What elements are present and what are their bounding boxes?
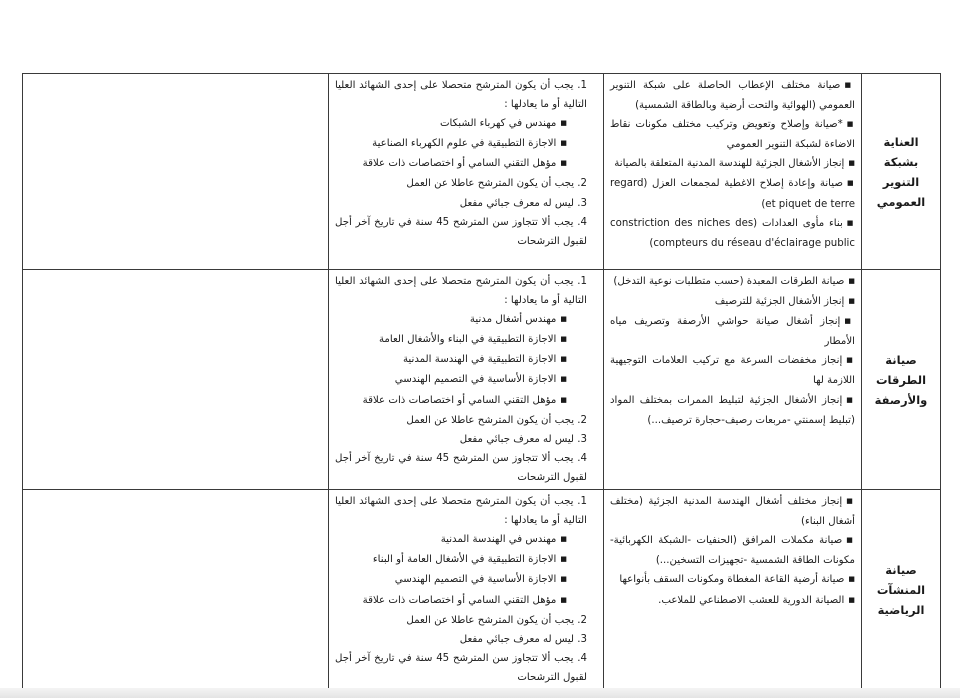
bullet-icon (844, 573, 855, 584)
empty-cell (23, 490, 329, 690)
condition-item: 3. ليس له معرف جبائي مفعل (459, 197, 587, 209)
qualification-item: ■ مهندس في الهندسة المدنية (335, 530, 597, 550)
bullet-icon (844, 594, 855, 605)
task-text: صيانة مختلف الإعطاب الحاصلة على شبكة التنوير العمومي (الهوائية والتحت أرضية وبالطاقة الشمسية) (610, 80, 855, 112)
task-item (610, 312, 855, 351)
bullet-icon (843, 118, 855, 129)
empty-cell (23, 74, 329, 270)
task-item (610, 570, 855, 590)
tasks-list (604, 74, 861, 255)
condition-item: 1. يجب أن يكون المترشح متحصلا على إحدى الشهائد العليا التالية أو ما يعادلها : (335, 276, 587, 307)
task-item (610, 591, 855, 611)
task-item (610, 115, 855, 154)
table-row (23, 270, 941, 490)
task-item (610, 292, 855, 312)
qualification-item: ■ الاجازة التطبيقية في الأشغال العامة أو البناء (335, 550, 597, 570)
tasks-cell (604, 74, 862, 270)
qualification-item: ■ مؤهل التقني السامي أو اختصاصات ذات علاقة (335, 391, 597, 411)
bullet-icon (840, 315, 855, 326)
condition-item: 1. يجب أن يكون المترشح متحصلا على إحدى الشهائد العليا التالية أو ما يعادلها : (335, 496, 587, 527)
task-item (610, 531, 855, 570)
condition-item: 1. يجب أن يكون المترشح متحصلا على إحدى الشهائد العليا التالية أو ما يعادلها : (335, 80, 587, 111)
tasks-list (604, 490, 861, 613)
task-text: الصيانة الدورية للعشب الاصطناعي للملاعب. (658, 594, 845, 606)
task-text: إنجاز مخفضات السرعة مع تركيب العلامات التوجيهية اللازمة لها (610, 355, 855, 387)
table-row (23, 74, 941, 270)
empty-cell (23, 270, 329, 490)
bullet-icon (843, 177, 855, 188)
bullet-icon (844, 275, 855, 286)
qualification-item: ■ مهندس أشغال مدنية (335, 310, 597, 330)
condition-item: 4. يجب ألا تتجاوز سن المترشح 45 سنة في تاريخ آخر أجل لقبول الترشحات (335, 452, 587, 483)
task-item (610, 174, 855, 213)
qualification-item: ■ الاجازة التطبيقية في الهندسة المدنية (335, 350, 597, 370)
page-bottom-edge (0, 688, 960, 698)
task-text: بناء مأوى العدادات (constriction des niches des compteurs du réseau d'éclairage public) (610, 217, 855, 249)
bullet-icon (840, 79, 855, 90)
bullet-icon (842, 354, 855, 365)
requirements-table (22, 73, 941, 690)
task-item (610, 492, 855, 531)
condition-item: 2. يجب أن يكون المترشح عاطلا عن العمل (406, 614, 587, 626)
bullet-icon (842, 534, 855, 545)
condition-item: 4. يجب ألا تتجاوز سن المترشح 45 سنة في تاريخ آخر أجل لقبول الترشحات (335, 652, 587, 683)
task-item (610, 214, 855, 253)
tasks-cell (604, 490, 862, 690)
qualification-item: ■ مهندس في كهرباء الشبكات (335, 114, 597, 134)
activity-title: العناية بشبكة التنوير العمومي (862, 74, 941, 270)
condition-item: 3. ليس له معرف جبائي مفعل (459, 633, 587, 645)
task-item (610, 154, 855, 174)
conditions-list (329, 490, 603, 689)
tasks-cell (604, 270, 862, 490)
bullet-icon (842, 495, 855, 506)
task-text: صيانة الطرقات المعبدة (حسب متطلبات نوعية التدخل) (613, 276, 845, 287)
bullet-icon (843, 217, 855, 228)
condition-item: 3. ليس له معرف جبائي مفعل (459, 433, 587, 445)
condition-item: 2. يجب أن يكون المترشح عاطلا عن العمل (406, 414, 587, 426)
activity-title: صيانة الطرقات والأرصفة (862, 270, 941, 490)
table-row (23, 490, 941, 690)
qualification-item: ■ الاجازة الأساسية في التصميم الهندسي (335, 570, 597, 590)
condition-item: 4. يجب ألا تتجاوز سن المترشح 45 سنة في تاريخ آخر أجل لقبول الترشحات (335, 216, 587, 247)
activity-title: صيانة المنشآت الرياضية (862, 490, 941, 690)
task-text: صيانة أرضية القاعة المغطاة ومكونات السقف بأنواعها (619, 574, 845, 586)
task-text: صيانة مكملات المرافق (الحنفيات -الشبكة الكهربائية-مكونات الطاقة الشمسية -تجهيزات التسخين...) (610, 535, 855, 567)
task-item (610, 351, 855, 390)
bullet-icon (844, 295, 855, 306)
task-text: إنجاز الأشغال الجزئية للهندسة المدنية المتعلقة بالصيانة (614, 158, 845, 170)
conditions-list (329, 270, 603, 489)
bullet-icon (842, 394, 855, 405)
qualification-item: ■ الاجازة الأساسية في التصميم الهندسي (335, 370, 597, 390)
conditions-list (329, 74, 603, 253)
task-item (610, 76, 855, 115)
qualification-item: ■ الاجازة التطبيقية في علوم الكهرباء الصناعية (335, 134, 597, 154)
task-text: إنجاز الأشغال الجزئية لتبليط الممرات بمختلف المواد (تبليط إسمنتي -مربعات رصيف-حجارة ترصيف...) (610, 394, 855, 426)
task-text: صيانة وإعادة إصلاح الاغطية لمجمعات العزل (regard et piquet de terre) (610, 178, 855, 210)
qualification-item: ■ مؤهل التقني السامي أو اختصاصات ذات علاقة (335, 591, 597, 611)
conditions-cell (329, 490, 604, 690)
tasks-list (604, 270, 861, 432)
conditions-cell (329, 74, 604, 270)
task-text: *صيانة وإصلاح وتعويض وتركيب مختلف مكونات نقاط الاضاءة لشبكة التنوير العمومي (610, 119, 855, 151)
task-text: إنجاز الأشغال الجزئية للترصيف (714, 296, 845, 308)
condition-item: 2. يجب أن يكون المترشح عاطلا عن العمل (406, 178, 587, 190)
task-text: إنجاز أشغال صيانة حواشي الأرصفة وتصريف مياه الأمطار (610, 316, 855, 348)
task-item (610, 391, 855, 430)
task-item (610, 272, 855, 292)
bullet-icon (844, 157, 855, 168)
qualification-item: ■ مؤهل التقني السامي أو اختصاصات ذات علاقة (335, 154, 597, 174)
qualification-item: ■ الاجازة التطبيقية في البناء والأشغال العامة (335, 330, 597, 350)
task-text: إنجاز مختلف أشغال الهندسة المدنية الجزئية (مختلف أشغال البناء) (610, 496, 855, 528)
conditions-cell (329, 270, 604, 490)
